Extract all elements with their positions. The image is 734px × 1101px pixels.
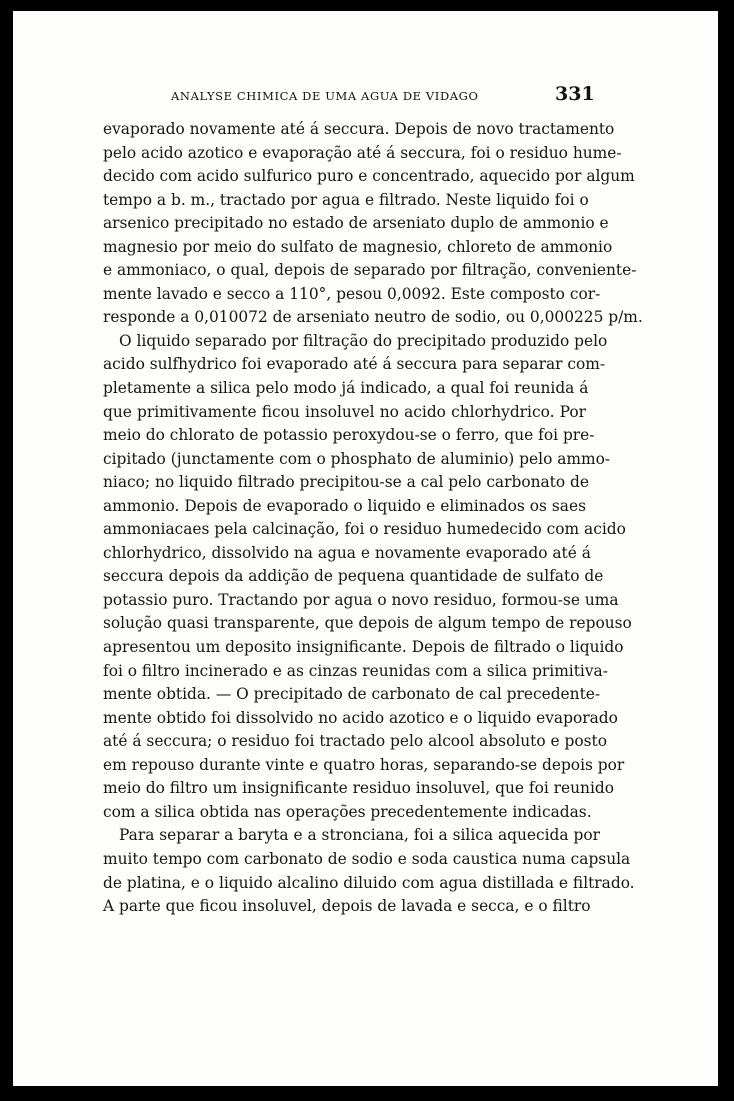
text-line: em repouso durante vinte e quatro horas, separando-se depois por	[103, 755, 625, 774]
text-line: solução quasi transparente, que depois de algum tempo de repouso	[103, 614, 632, 633]
text-line: mente obtida. — O precipitado de carbonato de cal precedente-	[103, 685, 601, 704]
text-line: responde a 0,010072 de arseniato neutro de sodio, ou 0,000225 p/m.	[103, 308, 643, 327]
text-line: mente obtido foi dissolvido no acido azotico e o liquido evaporado	[103, 708, 618, 727]
text-line: evaporado novamente até á seccura. Depois de novo tractamento	[103, 120, 615, 138]
text-line: de platina, e o liquido alcalino diluido com agua distillada e filtrado.	[103, 873, 635, 892]
text-line: Para separar a baryta e a stronciana, foi a silica aquecida por	[119, 826, 600, 845]
body-text	[103, 118, 643, 919]
text-line: O liquido separado por filtração do precipitado produzido pelo	[119, 331, 608, 350]
text-line: até á seccura; o residuo foi tractado pelo alcool absoluto e posto	[103, 732, 607, 751]
text-line: mente lavado e secco a 110°, pesou 0,0092. Este composto cor-	[103, 284, 601, 303]
page-number: 331	[555, 83, 595, 105]
text-line: meio do filtro um insignificante residuo insoluvel, que foi reunido	[103, 779, 615, 798]
text-line: niaco; no liquido filtrado precipitou-se a cal pelo carbonato de	[103, 473, 589, 492]
text-line: apresentou um deposito insignificante. Depois de filtrado o liquido	[103, 638, 624, 657]
text-line: seccura depois da addição de pequena quantidade de sulfato de	[103, 567, 604, 586]
page-header	[13, 81, 718, 111]
text-line: ammonio. Depois de evaporado o liquido e eliminados os saes	[103, 496, 586, 515]
text-line: foi o filtro incinerado e as cinzas reunidas com a silica primitiva-	[103, 661, 608, 680]
text-line: A parte que ficou insoluvel, depois de lavada e secca, e o filtro	[103, 897, 591, 916]
running-title: ANALYSE CHIMICA DE UMA AGUA DE VIDAGO	[171, 89, 479, 103]
text-line: cipitado (junctamente com o phosphato de aluminio) pelo ammo-	[103, 449, 611, 468]
text-line: potassio puro. Tractando por agua o novo residuo, formou-se uma	[103, 590, 619, 609]
text-line: pelo acido azotico e evaporação até á seccura, foi o residuo hume-	[103, 143, 622, 162]
text-line: tempo a b. m., tractado por agua e filtrado. Neste liquido foi o	[103, 190, 589, 209]
text-line: ammoniacaes pela calcinação, foi o residuo humedecido com acido	[103, 520, 626, 539]
text-line: arsenico precipitado no estado de arseniato duplo de ammonio e	[103, 214, 609, 233]
text-line: muito tempo com carbonato de sodio e soda caustica numa capsula	[103, 849, 631, 868]
text-line: que primitivamente ficou insoluvel no acido chlorhydrico. Por	[103, 402, 586, 421]
text-line: pletamente a silica pelo modo já indicado, a qual foi reunida á	[103, 379, 589, 398]
text-line: e ammoniaco, o qual, depois de separado por filtração, conveniente-	[103, 261, 637, 280]
text-line: acido sulfhydrico foi evaporado até á seccura para separar com-	[103, 355, 606, 374]
book-page	[13, 11, 718, 1086]
text-line: magnesio por meio do sulfato de magnesio, chloreto de ammonio	[103, 237, 613, 256]
text-line: com a silica obtida nas operações precedentemente indicadas.	[103, 802, 592, 821]
text-line: meio do chlorato de potassio peroxydou-se o ferro, que foi pre-	[103, 426, 595, 445]
text-line: decido com acido sulfurico puro e concentrado, aquecido por algum	[103, 167, 635, 186]
text-line: chlorhydrico, dissolvido na agua e novamente evaporado até á	[103, 543, 591, 562]
